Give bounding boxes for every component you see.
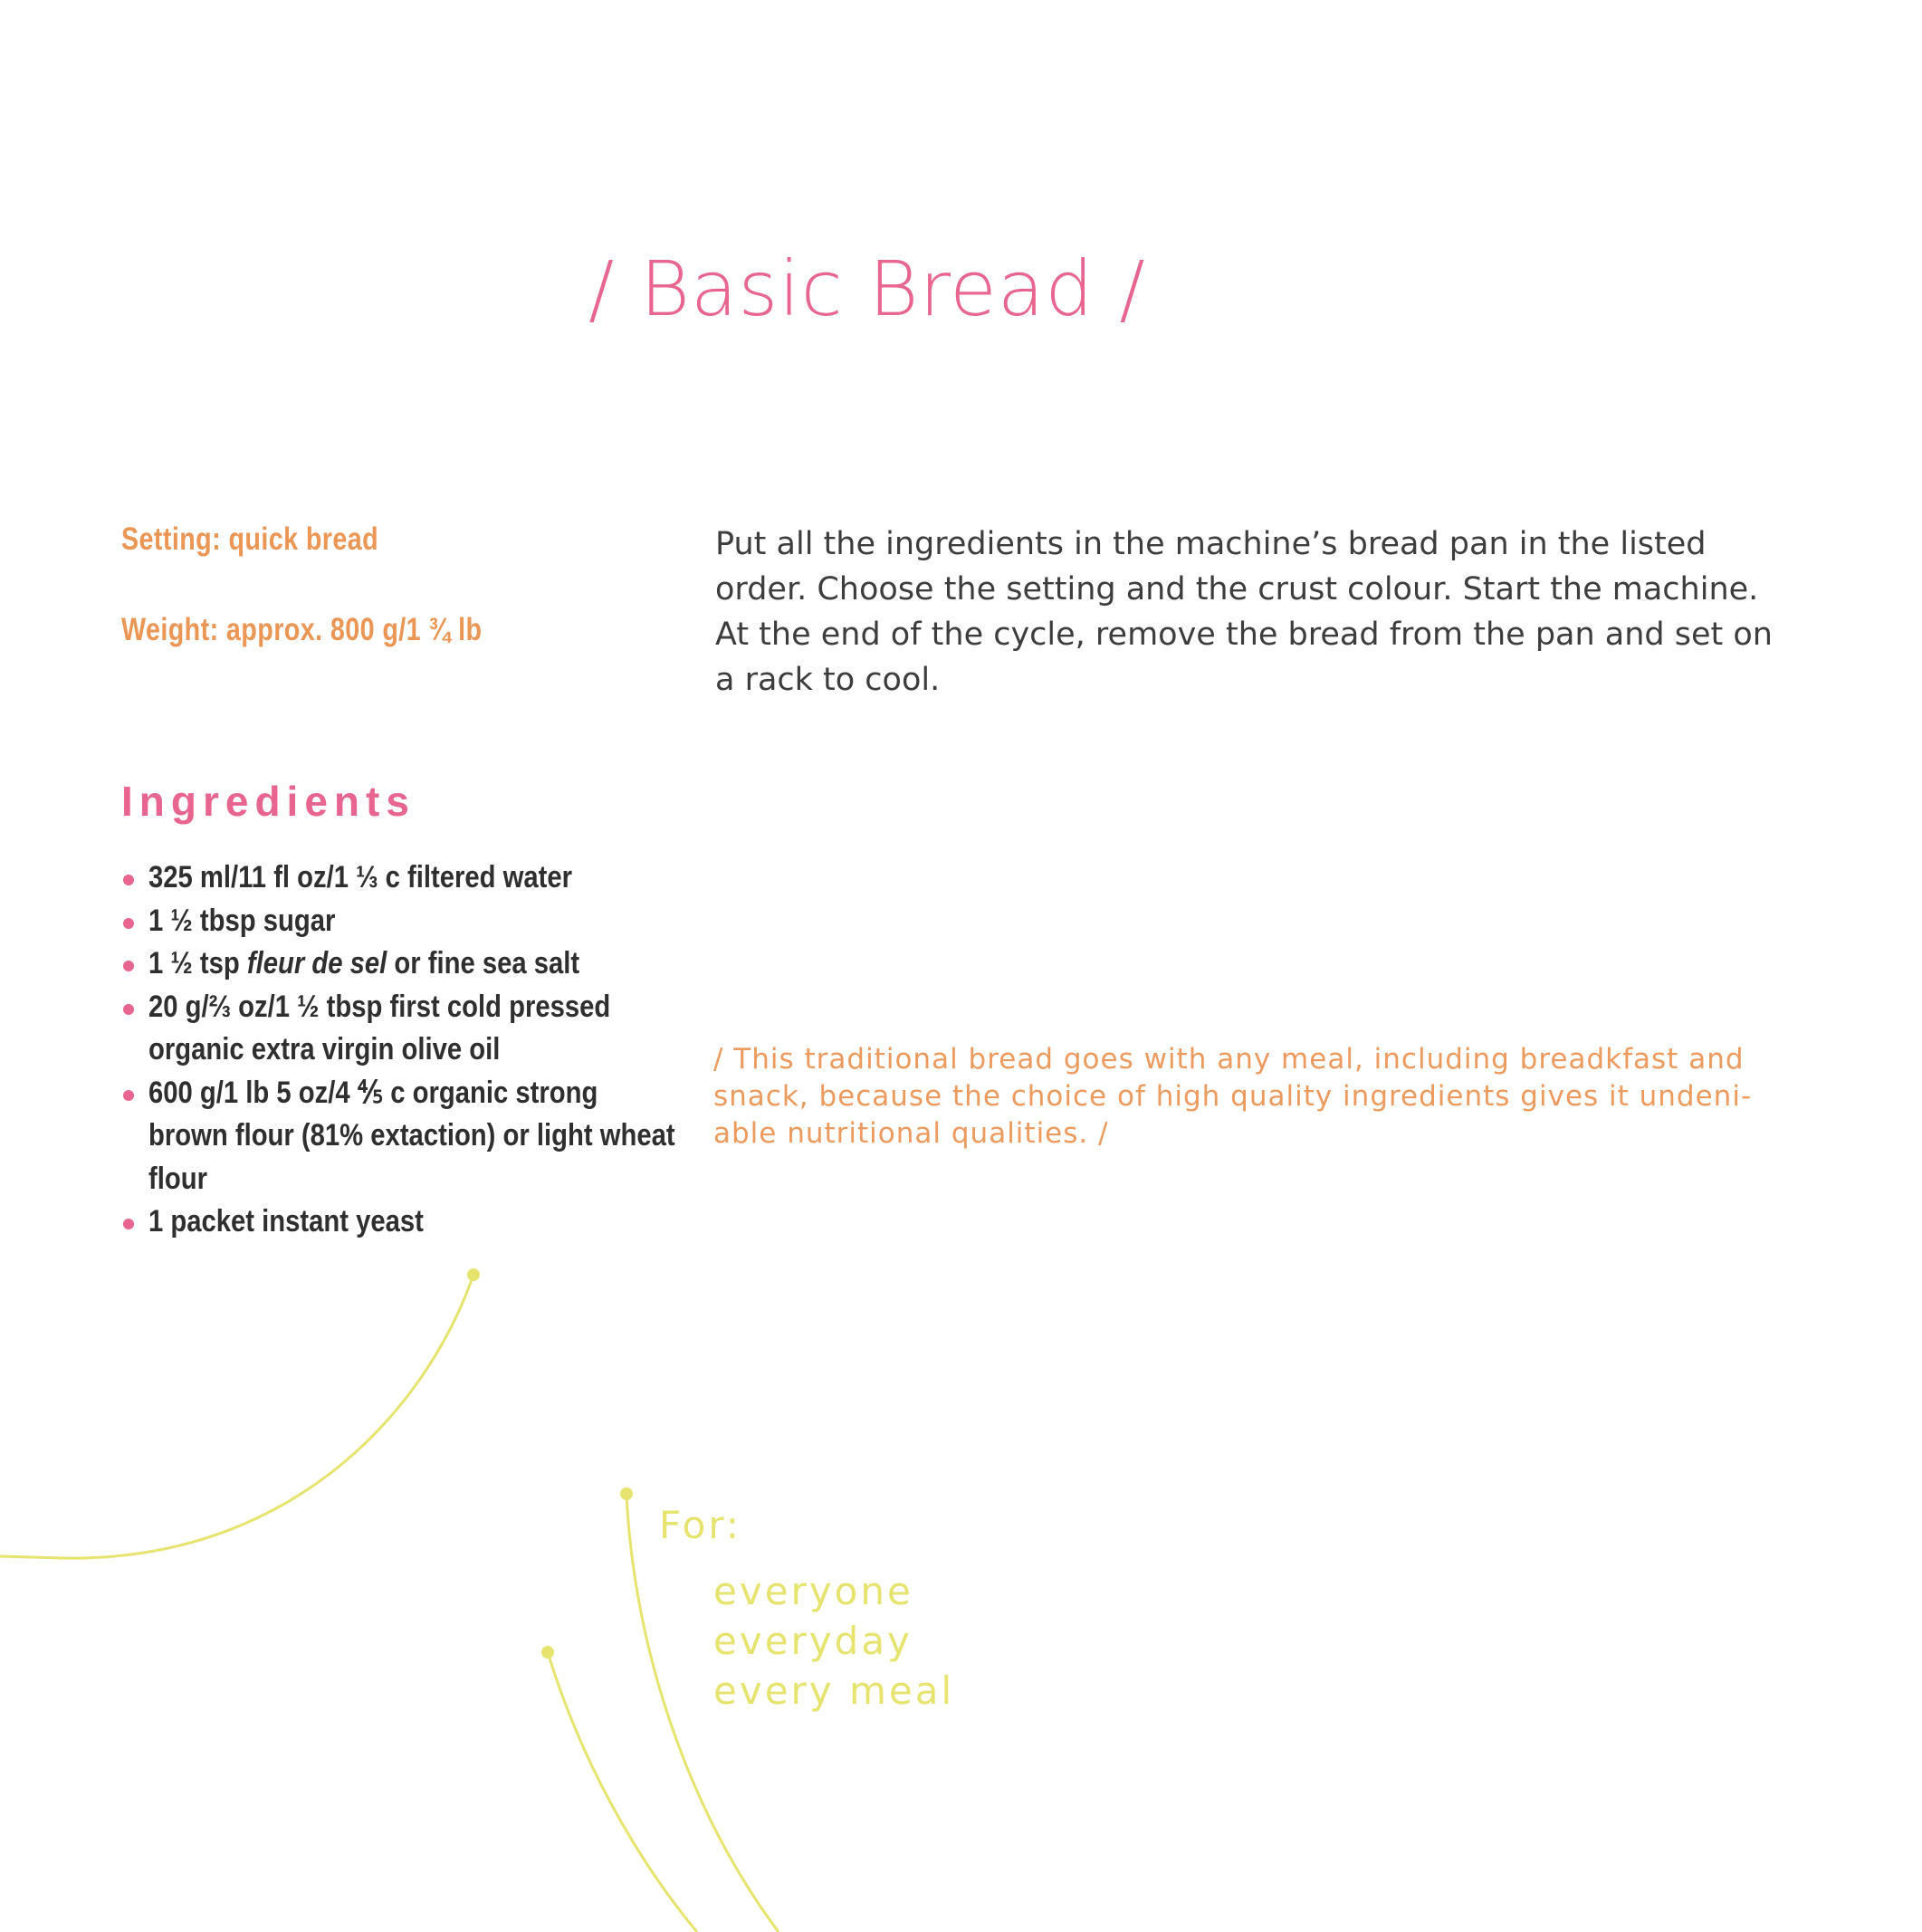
for-item: everyone bbox=[713, 1569, 913, 1613]
curve-dot bbox=[467, 1268, 480, 1281]
bullet-icon bbox=[123, 1219, 134, 1229]
curve-dot bbox=[620, 1487, 633, 1500]
recipe-title: / Basic Bread / bbox=[588, 244, 1146, 333]
for-item: everyday bbox=[713, 1619, 913, 1663]
bullet-icon bbox=[123, 1004, 134, 1015]
bullet-icon bbox=[123, 918, 134, 929]
ingredient-item bbox=[121, 986, 683, 1072]
ingredient-text: 600 g/1 lb 5 oz/4 ⅘ c organic strong brown flour (81% extaction) or light wheat flour bbox=[148, 1075, 675, 1196]
for-list bbox=[713, 1566, 954, 1716]
ingredient-item bbox=[121, 1200, 683, 1244]
weight-text: Weight: approx. 800 g/1 ¾ lb bbox=[121, 612, 483, 647]
curve-bottom bbox=[548, 1652, 697, 1932]
setting-text: Setting: quick bread bbox=[121, 521, 379, 557]
serving-note: / This traditional bread goes with any meal, including breadkfast and snack, because the choice of high quality ingredients gives it undeni-able nutritional qualities. / bbox=[713, 1043, 1753, 1150]
method-paragraph: Put all the ingredients in the machine’s bread pan in the listed order. Choose the setting and the crust colour. Start the machine. At the end of the cycle, remove the bread from the pan and set on a rack to cool. bbox=[715, 526, 1773, 698]
ingredients-heading: Ingredients bbox=[121, 778, 416, 825]
ingredient-item bbox=[121, 1072, 683, 1201]
curve-dot bbox=[541, 1646, 554, 1659]
bullet-icon bbox=[123, 961, 134, 971]
bullet-icon bbox=[123, 1090, 134, 1101]
for-label: For: bbox=[659, 1503, 742, 1547]
curve-left bbox=[0, 1275, 473, 1558]
ingredient-item bbox=[121, 942, 683, 986]
ingredient-text: 1 packet instant yeast bbox=[148, 1204, 424, 1239]
bullet-icon bbox=[123, 875, 134, 885]
ingredient-text-post: or fine sea salt bbox=[387, 946, 580, 980]
ingredient-text: 325 ml/11 fl oz/1 ⅓ c filtered water bbox=[148, 860, 573, 894]
ingredient-text: 20 g/⅔ oz/1 ½ tbsp first cold pressed organic extra virgin olive oil bbox=[148, 989, 611, 1066]
for-item: every meal bbox=[713, 1669, 955, 1713]
ingredient-item bbox=[121, 900, 683, 943]
ingredients-list bbox=[121, 856, 683, 1244]
ingredient-item bbox=[121, 856, 683, 900]
ingredient-text-pre: 1 ½ tsp bbox=[148, 946, 247, 980]
ingredient-text-italic: fleur de sel bbox=[246, 946, 387, 980]
ingredient-text: 1 ½ tbsp sugar bbox=[148, 903, 336, 938]
ingredient-text bbox=[148, 942, 682, 986]
